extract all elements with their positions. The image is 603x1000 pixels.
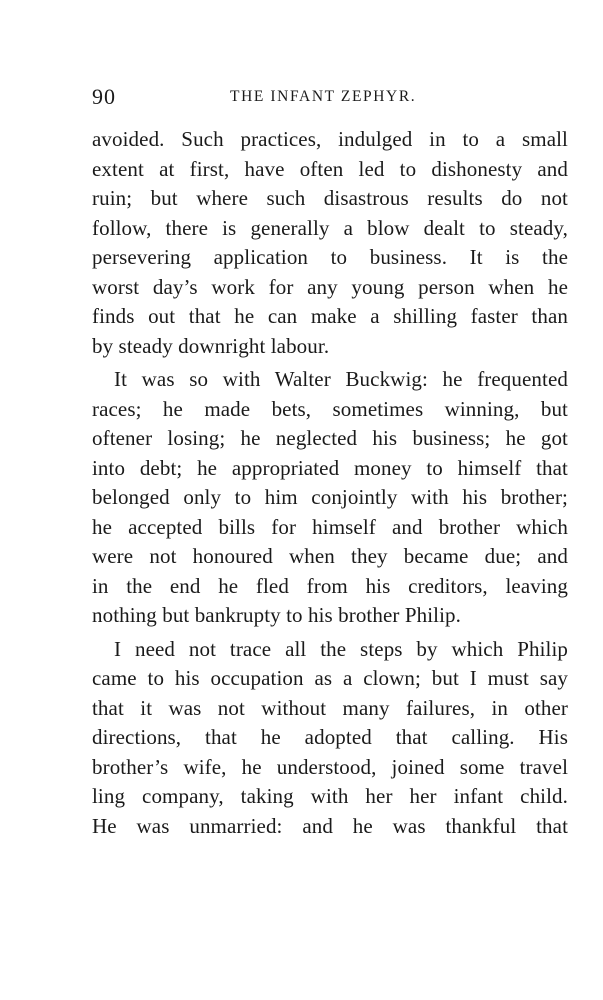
text-line: finds out that he can make a shilling faster than	[92, 304, 568, 328]
paragraph-1	[92, 125, 568, 361]
running-title: THE INFANT ZEPHYR.	[230, 88, 417, 105]
text-line: into debt; he appropriated money to himself that	[92, 455, 568, 480]
text-line: follow, there is generally a blow dealt to steady,	[92, 215, 568, 240]
text-line: It was so with Walter Buckwig: he frequented	[114, 367, 568, 391]
text-line: in the end he fled from his creditors, leaving	[92, 573, 568, 598]
text-line: nothing but bankrupty to his brother Philip.	[92, 603, 461, 627]
text-line: he accepted bills for himself and brother which	[92, 514, 568, 539]
text-line: came to his occupation as a clown; but I must say	[92, 666, 568, 690]
text-line: persevering application to business. It is the	[92, 245, 568, 269]
paragraph-3	[92, 635, 568, 842]
paragraph-2	[92, 365, 568, 631]
page-number: 90	[92, 84, 116, 109]
text-line: ling company, taking with her her infant child.	[92, 784, 568, 808]
text-line: brother’s wife, he understood, joined some travel	[92, 754, 568, 779]
text-line: worst day’s work for any young person when he	[92, 274, 568, 299]
text-line: directions, that he adopted that calling. His	[92, 725, 568, 749]
text-line: He was unmarried: and he was thankful that	[92, 813, 568, 838]
body-text	[92, 125, 568, 845]
running-head	[92, 84, 570, 112]
text-line: races; he made bets, sometimes winning, but	[92, 396, 568, 421]
text-line: extent at first, have often led to dishonesty and	[92, 156, 568, 181]
text-line: avoided. Such practices, indulged in to a small	[92, 127, 568, 151]
text-line: oftener losing; he neglected his business; he got	[92, 426, 568, 450]
text-line: I need not trace all the steps by which Philip	[114, 636, 568, 661]
text-line: belonged only to him conjointly with his brother;	[92, 485, 568, 509]
text-line: ruin; but where such disastrous results do not	[92, 186, 568, 210]
text-line: by steady downright labour.	[92, 333, 330, 358]
text-line: that it was not without many failures, in other	[92, 695, 568, 720]
text-line: were not honoured when they became due; and	[92, 544, 568, 568]
